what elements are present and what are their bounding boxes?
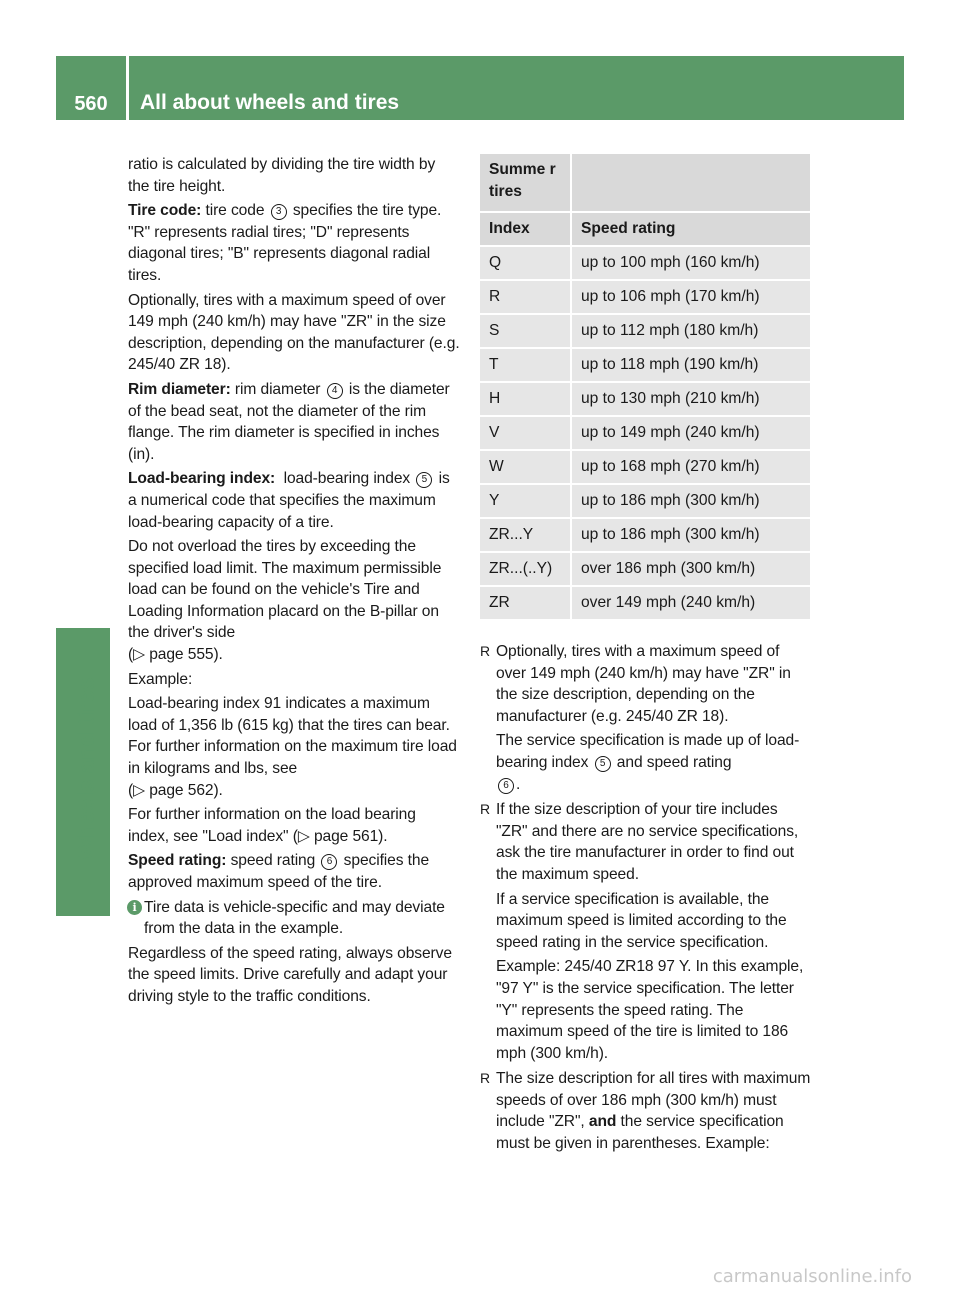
text: Optionally, tires with a maximum speed of over 149 mph (240 km/h) may have "ZR" in the size description, depending on the manufacturer (e.g. 245/40 ZR 18). [496, 643, 791, 725]
table-row [480, 417, 810, 451]
cell-speed-rating: up to 186 mph (300 km/h) [572, 485, 810, 519]
page-reference-link[interactable]: (▷ page 562). [128, 781, 223, 799]
cell-index: S [480, 315, 572, 349]
right-column [480, 641, 812, 1159]
rim-diameter-label: Rim diameter: [128, 380, 231, 398]
cell-speed-rating: up to 118 mph (190 km/h) [572, 349, 810, 383]
emphasis: and [588, 1113, 617, 1131]
text: and speed rating [612, 753, 732, 771]
paragraph [128, 693, 460, 801]
cell-index: ZR...(..Y) [480, 553, 572, 587]
bullet-marker: R [480, 1070, 491, 1087]
side-tab-label: Wheels and tires [73, 677, 99, 860]
paragraph: Optionally, tires with a maximum speed of over 149 mph (240 km/h) may have "ZR" in the size description, depending on the manufacturer (e.g. 245/40 ZR 18). [128, 291, 460, 374]
text: Do not overload the tires by exceeding the specified load limit. The maximum permissible load can be found on the vehicle's Tire and Loading Information placard on the B-pillar on the driver's side [128, 538, 442, 642]
info-text: Tire data is vehicle-specific and may deviate from the data in the example. [144, 898, 445, 938]
text: The service specification is made up of load-bearing index [496, 732, 800, 771]
cell-speed-rating: up to 130 mph (210 km/h) [572, 383, 810, 417]
info-note [128, 897, 460, 940]
callout-marker: 6 [321, 854, 337, 870]
list-item [480, 1068, 812, 1154]
text: the service specification must be given in parentheses. Example: [496, 1113, 784, 1153]
paragraph-speed-rating [128, 850, 460, 893]
paragraph: ratio is calculated by dividing the tire width by the tire height. [128, 156, 436, 195]
page-reference-link[interactable]: (▷ page 555). [128, 646, 223, 664]
paragraph-tire-code [128, 200, 460, 286]
column-header-speed: Speed rating [572, 213, 810, 247]
watermark: carmanualsonline.info [712, 1266, 912, 1287]
cell-index: Y [480, 485, 572, 519]
cell-speed-rating: up to 100 mph (160 km/h) [572, 247, 810, 281]
cell-speed-rating: over 149 mph (240 km/h) [572, 587, 810, 621]
list-item [480, 641, 812, 795]
text: speed rating [226, 852, 320, 870]
cell-index: Q [480, 247, 572, 281]
load-index-label: Load-bearing index: [128, 470, 276, 488]
paragraph-rim-diameter [128, 379, 460, 465]
header-divider [126, 56, 129, 120]
cell-speed-rating: up to 106 mph (170 km/h) [572, 281, 810, 315]
table-row [480, 587, 810, 621]
paragraph: For further information on the load bearing index, see "Load index" (▷ page 561). [128, 806, 416, 845]
table-row [480, 519, 810, 553]
cell-index: ZR...Y [480, 519, 572, 553]
table-row [480, 281, 810, 315]
paragraph [128, 536, 460, 666]
info-icon: i [127, 900, 142, 915]
text [496, 730, 812, 795]
text: tire code [201, 202, 269, 220]
bullet-marker: R [480, 801, 491, 818]
paragraph: Example: [128, 670, 193, 688]
cell-speed-rating: up to 186 mph (300 km/h) [572, 519, 810, 553]
table-title-blank [572, 154, 810, 213]
bullet-marker: R [480, 643, 491, 659]
cell-index: R [480, 281, 572, 315]
callout-marker: 3 [271, 204, 287, 220]
cell-speed-rating: up to 112 mph (180 km/h) [572, 315, 810, 349]
text: Load-bearing index 91 indicates a maximum load of 1,356 lb (615 kg) that the tires can bear. For further information on the maximum tire load in kilograms and lbs, see [128, 695, 457, 778]
text: Example: 245/40 ZR18 97 Y. In this example, "97 Y" is the service specification. The letter "Y" represents the speed rating. The maximum speed of the tire is limited to 186 mph (300 km/h). [496, 958, 804, 1062]
side-tab [70, 600, 110, 860]
speed-rating-table [480, 154, 810, 621]
chapter-title: All about wheels and tires [140, 91, 400, 114]
cell-speed-rating: up to 149 mph (240 km/h) [572, 417, 810, 451]
cell-index: T [480, 349, 572, 383]
text: specifies the approved maximum speed of the tire. [128, 852, 430, 891]
callout-marker: 6 [498, 778, 514, 794]
text: . [516, 775, 521, 793]
table-title-row [480, 154, 810, 213]
cell-speed-rating: up to 168 mph (270 km/h) [572, 451, 810, 485]
text: is a numerical code that specifies the maximum load-bearing capacity of a tire. [128, 470, 450, 531]
paragraph-load-index [128, 468, 460, 533]
table-header-row [480, 213, 810, 247]
page-number: 560 [74, 93, 108, 115]
callout-marker: 5 [595, 756, 611, 772]
callout-marker: 4 [327, 383, 343, 399]
table-row [480, 315, 810, 349]
text: load-bearing index [275, 470, 415, 488]
cell-speed-rating: over 186 mph (300 km/h) [572, 553, 810, 587]
text: If a service specification is available, the maximum speed is limited according to the speed rating in the service specification. [496, 890, 787, 951]
tire-code-label: Tire code: [128, 202, 202, 220]
text [496, 1068, 812, 1154]
column-header-index: Index [480, 213, 572, 247]
cell-index: ZR [480, 587, 572, 621]
table-row [480, 553, 810, 587]
callout-marker: 5 [416, 472, 432, 488]
table-row [480, 247, 810, 281]
cell-index: H [480, 383, 572, 417]
table-title: Summe r tires [480, 154, 572, 213]
paragraph: Regardless of the speed rating, always observe the speed limits. Drive carefully and adapt your driving style to the traffic conditions. [128, 944, 452, 1005]
table-row [480, 451, 810, 485]
speed-rating-label: Speed rating: [128, 852, 227, 870]
text: is the diameter of the bead seat, not the diameter of the rim flange. The rim diameter is specified in inches (in). [128, 380, 450, 463]
text: If the size description of your tire includes "ZR" and there are no service specifications, ask the tire manufacturer in order to find out the maximum speed. [496, 801, 799, 883]
list-item [480, 799, 812, 1064]
text: The size description for all tires with maximum speeds of over 186 mph (300 km/h) must include "ZR", [496, 1070, 811, 1131]
table-row [480, 485, 810, 519]
left-column [128, 154, 460, 1011]
cell-index: V [480, 417, 572, 451]
text: specifies the tire type. "R" represents radial tires; "D" represents diagonal tires; "B" represents diagonal radial tires. [128, 202, 442, 284]
cell-index: W [480, 451, 572, 485]
table-row [480, 383, 810, 417]
table-row [480, 349, 810, 383]
text: rim diameter [230, 380, 325, 398]
